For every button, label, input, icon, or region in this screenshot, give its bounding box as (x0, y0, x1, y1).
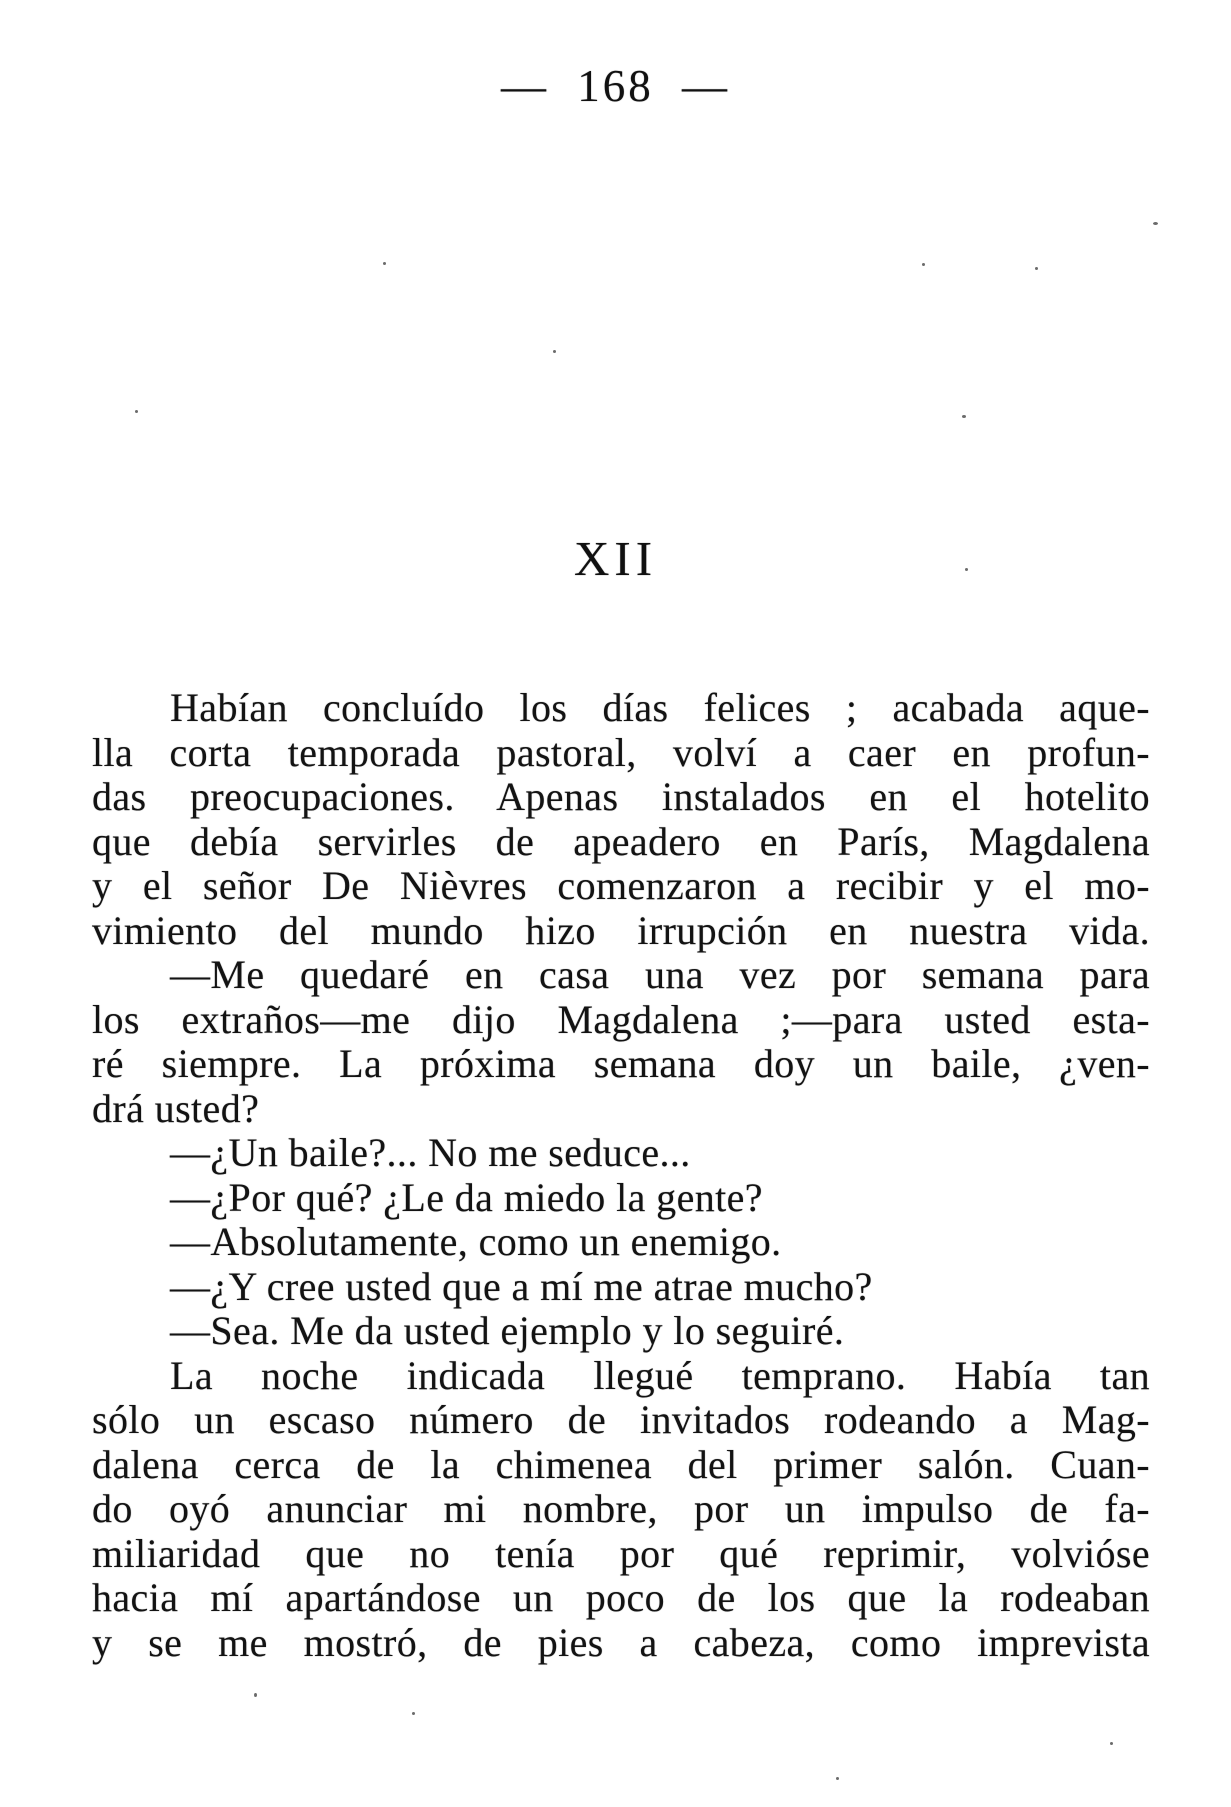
scan-speck (254, 1693, 257, 1697)
text-line: La noche indicada llegué temprano. Había tan (170, 1352, 1150, 1398)
text-line: —¿Por qué? ¿Le da miedo la gente? (170, 1174, 763, 1220)
text-line: ré siempre. La próxima semana doy un baile, ¿ven- (92, 1041, 1150, 1086)
scan-speck (412, 1712, 415, 1715)
text-line: —Me quedaré en casa una vez por semana para (170, 952, 1150, 997)
text-line: dalena cerca de la chimenea del primer salón. Cuan- (92, 1441, 1150, 1487)
text-line: das preocupaciones. Apenas instalados en el hotelito (92, 774, 1150, 819)
text-line: los extraños—me dijo Magdalena ;—para usted esta- (92, 996, 1150, 1042)
chapter-heading: XII (573, 531, 658, 586)
text-line: y se me mostró, de pies a cabeza, como imprevista (92, 1619, 1150, 1665)
scan-speck (553, 350, 556, 353)
scan-speck (836, 1777, 839, 1780)
scan-speck (1110, 1742, 1113, 1745)
text-line: miliaridad que no tenía por qué reprimir, volvióse (92, 1530, 1150, 1576)
text-line: drá usted? (92, 1085, 260, 1131)
scan-speck (383, 262, 386, 265)
text-line: vimiento del mundo hizo irrupción en nuestra vida. (92, 907, 1150, 953)
text-line: —¿Y cree usted que a mí me atrae mucho? (170, 1263, 873, 1309)
text-line: do oyó anunciar mi nombre, por un impulso de fa- (92, 1486, 1150, 1531)
text-line: y el señor De Nièvres comenzaron a recibir y el mo- (92, 863, 1150, 908)
text-line: —Sea. Me da usted ejemplo y lo seguiré. (170, 1308, 845, 1353)
text-line: sólo un escaso número de invitados rodeando a Mag- (92, 1397, 1150, 1442)
scan-speck (965, 568, 968, 571)
scan-speck (922, 263, 925, 266)
text-line: lla corta temporada pastoral, volví a caer en profun- (92, 729, 1150, 775)
page-number: — 168 — (501, 61, 730, 111)
text-line: Habían concluído los días felices ; acabada aque- (170, 685, 1150, 730)
text-line: que debía servirles de apeadero en París, Magdalena (92, 818, 1150, 864)
scan-speck (1035, 267, 1038, 270)
scan-speck (135, 410, 138, 413)
scan-speck (1153, 222, 1158, 225)
text-line: —Absolutamente, como un enemigo. (170, 1219, 782, 1264)
scan-speck (962, 415, 966, 418)
text-line: hacia mí apartándose un poco de los que la rodeaban (92, 1575, 1150, 1620)
text-line: —¿Un baile?... No me seduce... (170, 1130, 691, 1175)
body-text (92, 686, 1150, 1665)
